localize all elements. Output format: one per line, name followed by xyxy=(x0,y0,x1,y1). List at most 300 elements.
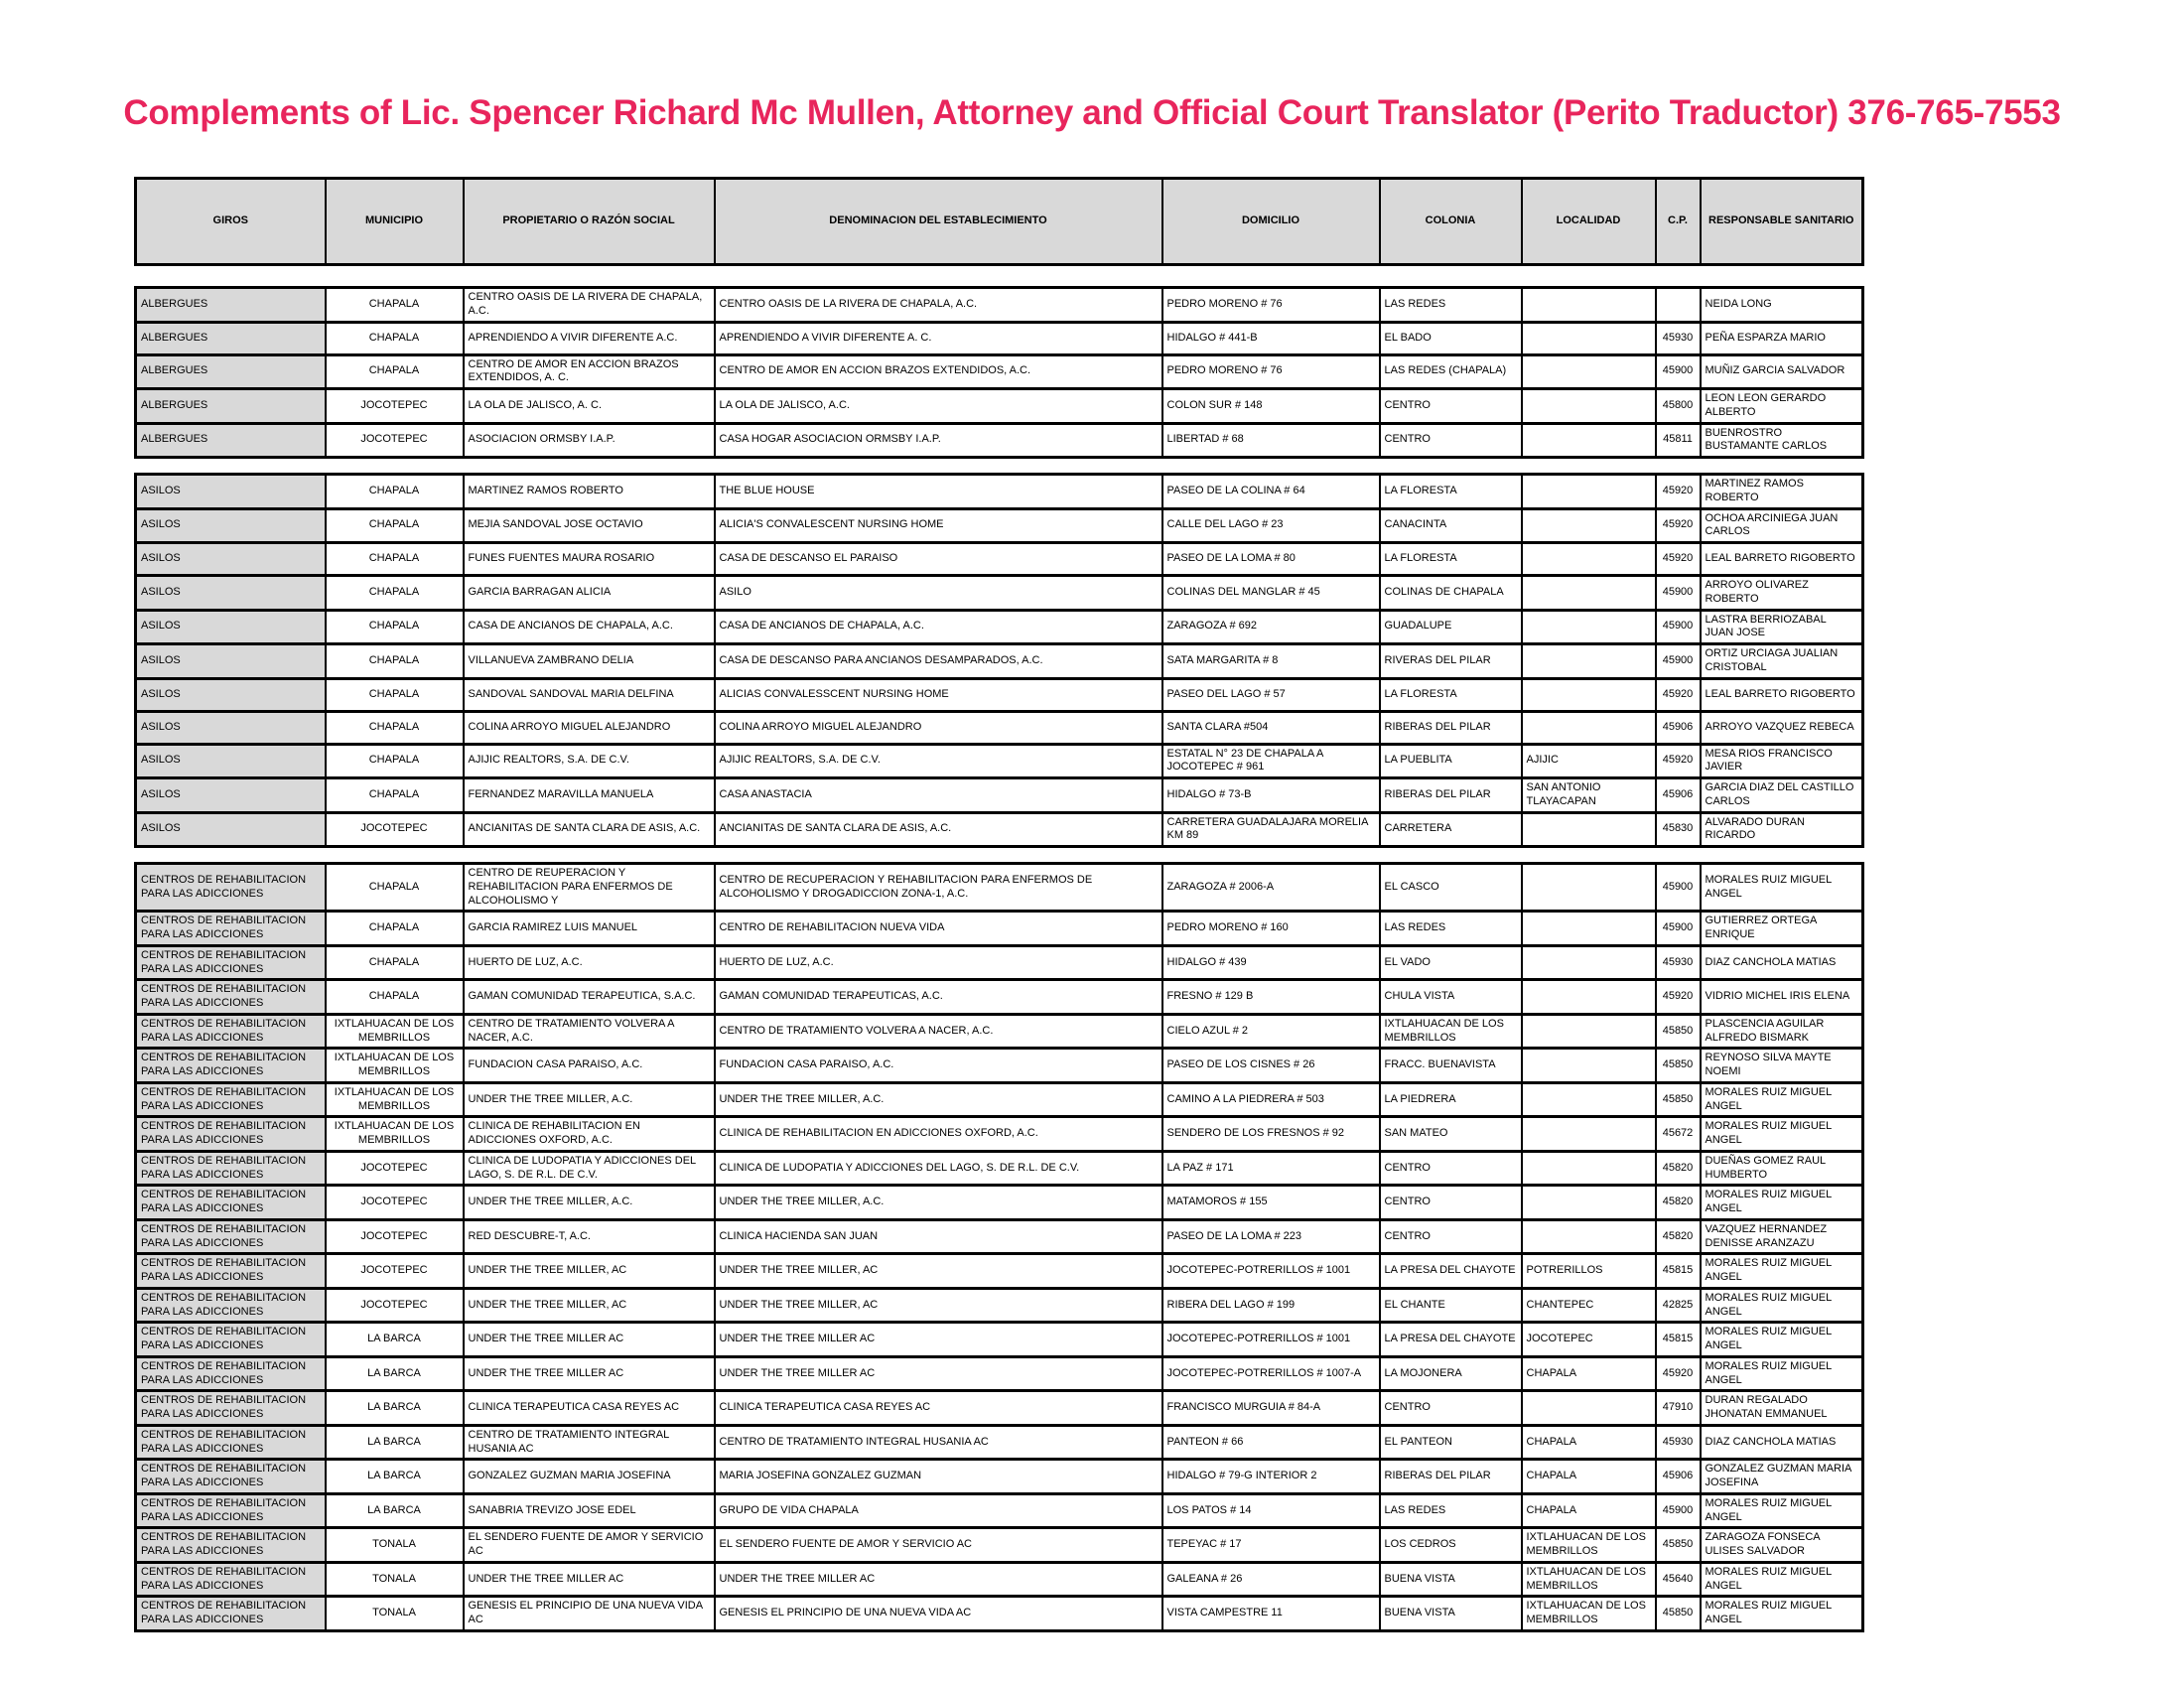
cell-municipio: CHAPALA xyxy=(326,610,464,644)
section-gap xyxy=(134,459,1861,473)
cell-giro: ALBERGUES xyxy=(136,288,326,323)
cell-propietario: CENTRO DE REUPERACION Y REHABILITACION PARA ENFERMOS DE ALCOHOLISMO Y xyxy=(464,864,715,912)
cell-responsable: VAZQUEZ HERNANDEZ DENISSE ARANZAZU xyxy=(1701,1219,1863,1254)
cell-cp: 45850 xyxy=(1656,1528,1701,1563)
table-row xyxy=(136,1117,1863,1152)
cell-giro: CENTROS DE REHABILITACION PARA LAS ADICCIONES xyxy=(136,1391,326,1426)
cell-municipio: TONALA xyxy=(326,1528,464,1563)
cell-propietario: CLINICA DE REHABILITACION EN ADICCIONES OXFORD, A.C. xyxy=(464,1117,715,1152)
cell-localidad: IXTLAHUACAN DE LOS MEMBRILLOS xyxy=(1522,1562,1656,1597)
table-row xyxy=(136,543,1863,576)
cell-domicilio: JOCOTEPEC-POTRERILLOS # 1007-A xyxy=(1162,1356,1380,1391)
cell-cp: 45850 xyxy=(1656,1082,1701,1117)
cell-propietario: FERNANDEZ MARAVILLA MANUELA xyxy=(464,778,715,813)
cell-domicilio: PASEO DE LOS CISNES # 26 xyxy=(1162,1049,1380,1083)
cell-propietario: UNDER THE TREE MILLER AC xyxy=(464,1356,715,1391)
cell-denominacion: UNDER THE TREE MILLER, AC xyxy=(715,1288,1162,1323)
table-row xyxy=(136,475,1863,509)
cell-responsable: GARCIA DIAZ DEL CASTILLO CARLOS xyxy=(1701,778,1863,813)
cell-colonia: LAS REDES xyxy=(1380,1493,1522,1528)
cell-municipio: CHAPALA xyxy=(326,354,464,389)
cell-municipio: IXTLAHUACAN DE LOS MEMBRILLOS xyxy=(326,1082,464,1117)
table-row xyxy=(136,1597,1863,1631)
cell-domicilio: JOCOTEPEC-POTRERILLOS # 1001 xyxy=(1162,1254,1380,1289)
cell-localidad xyxy=(1522,508,1656,543)
cell-propietario: CLINICA TERAPEUTICA CASA REYES AC xyxy=(464,1391,715,1426)
cell-localidad xyxy=(1522,1186,1656,1220)
cell-giro: CENTROS DE REHABILITACION PARA LAS ADICCIONES xyxy=(136,1356,326,1391)
table-row xyxy=(136,423,1863,458)
cell-municipio: IXTLAHUACAN DE LOS MEMBRILLOS xyxy=(326,1014,464,1049)
cell-localidad xyxy=(1522,1391,1656,1426)
cell-responsable: GONZALEZ GUZMAN MARIA JOSEFINA xyxy=(1701,1460,1863,1494)
table-row xyxy=(136,1288,1863,1323)
cell-localidad xyxy=(1522,354,1656,389)
cell-responsable: PEÑA ESPARZA MARIO xyxy=(1701,322,1863,354)
cell-municipio: TONALA xyxy=(326,1597,464,1631)
table-row xyxy=(136,389,1863,424)
cell-municipio: LA BARCA xyxy=(326,1323,464,1357)
cell-denominacion: CASA HOGAR ASOCIACION ORMSBY I.A.P. xyxy=(715,423,1162,458)
table-row xyxy=(136,610,1863,644)
cell-giro: CENTROS DE REHABILITACION PARA LAS ADICCIONES xyxy=(136,864,326,912)
cell-localidad xyxy=(1522,1117,1656,1152)
cell-localidad: CHAPALA xyxy=(1522,1356,1656,1391)
cell-cp: 45900 xyxy=(1656,1493,1701,1528)
section-gap xyxy=(134,848,1861,862)
cell-denominacion: CLINICA DE LUDOPATIA Y ADICCIONES DEL LAGO, S. DE R.L. DE C.V. xyxy=(715,1151,1162,1186)
cell-giro: CENTROS DE REHABILITACION PARA LAS ADICCIONES xyxy=(136,1493,326,1528)
cell-denominacion: CENTRO OASIS DE LA RIVERA DE CHAPALA, A.C. xyxy=(715,288,1162,323)
cell-propietario: CASA DE ANCIANOS DE CHAPALA, A.C. xyxy=(464,610,715,644)
cell-giro: CENTROS DE REHABILITACION PARA LAS ADICCIONES xyxy=(136,1460,326,1494)
table-row xyxy=(136,354,1863,389)
cell-colonia: LA PIEDRERA xyxy=(1380,1082,1522,1117)
cell-localidad: IXTLAHUACAN DE LOS MEMBRILLOS xyxy=(1522,1597,1656,1631)
cell-giro: CENTROS DE REHABILITACION PARA LAS ADICCIONES xyxy=(136,1425,326,1460)
table-row xyxy=(136,864,1863,912)
cell-domicilio: HIDALGO # 441-B xyxy=(1162,322,1380,354)
cell-propietario: UNDER THE TREE MILLER, AC xyxy=(464,1288,715,1323)
cell-municipio: CHAPALA xyxy=(326,912,464,946)
cell-domicilio: PASEO DE LA COLINA # 64 xyxy=(1162,475,1380,509)
column-header-colonia: COLONIA xyxy=(1380,179,1522,265)
column-header-giro: GIROS xyxy=(136,179,326,265)
cell-giro: CENTROS DE REHABILITACION PARA LAS ADICCIONES xyxy=(136,945,326,980)
cell-denominacion: UNDER THE TREE MILLER AC xyxy=(715,1562,1162,1597)
cell-municipio: CHAPALA xyxy=(326,744,464,778)
cell-propietario: UNDER THE TREE MILLER, A.C. xyxy=(464,1186,715,1220)
cell-propietario: SANDOVAL SANDOVAL MARIA DELFINA xyxy=(464,678,715,711)
cell-giro: ASILOS xyxy=(136,543,326,576)
cell-colonia: RIBERAS DEL PILAR xyxy=(1380,711,1522,744)
cell-domicilio: PEDRO MORENO # 160 xyxy=(1162,912,1380,946)
cell-cp: 45820 xyxy=(1656,1219,1701,1254)
cell-domicilio: COLINAS DEL MANGLAR # 45 xyxy=(1162,576,1380,611)
cell-colonia: LA FLORESTA xyxy=(1380,678,1522,711)
cell-domicilio: ZARAGOZA # 2006-A xyxy=(1162,864,1380,912)
cell-propietario: CENTRO DE TRATAMIENTO VOLVERA A NACER, A.C. xyxy=(464,1014,715,1049)
cell-denominacion: CASA DE DESCANSO EL PARAISO xyxy=(715,543,1162,576)
cell-propietario: GAMAN COMUNIDAD TERAPEUTICA, S.A.C. xyxy=(464,980,715,1015)
cell-colonia: GUADALUPE xyxy=(1380,610,1522,644)
header-gap xyxy=(134,266,1861,286)
table-row xyxy=(136,508,1863,543)
cell-localidad xyxy=(1522,1049,1656,1083)
cell-denominacion: CASA DE DESCANSO PARA ANCIANOS DESAMPARADOS, A.C. xyxy=(715,644,1162,679)
cell-responsable: MARTINEZ RAMOS ROBERTO xyxy=(1701,475,1863,509)
cell-giro: ASILOS xyxy=(136,778,326,813)
cell-municipio: JOCOTEPEC xyxy=(326,1288,464,1323)
cell-denominacion: ALICIA'S CONVALESCENT NURSING HOME xyxy=(715,508,1162,543)
cell-denominacion: HUERTO DE LUZ, A.C. xyxy=(715,945,1162,980)
cell-denominacion: LA OLA DE JALISCO, A.C. xyxy=(715,389,1162,424)
cell-cp: 45811 xyxy=(1656,423,1701,458)
cell-municipio: LA BARCA xyxy=(326,1493,464,1528)
cell-denominacion: MARIA JOSEFINA GONZALEZ GUZMAN xyxy=(715,1460,1162,1494)
cell-denominacion: UNDER THE TREE MILLER AC xyxy=(715,1323,1162,1357)
cell-responsable: LASTRA BERRIOZABAL JUAN JOSE xyxy=(1701,610,1863,644)
cell-colonia: SAN MATEO xyxy=(1380,1117,1522,1152)
column-header-municipio: MUNICIPIO xyxy=(326,179,464,265)
section-table-albergues xyxy=(134,286,1864,459)
cell-domicilio: SANTA CLARA #504 xyxy=(1162,711,1380,744)
cell-responsable: MORALES RUIZ MIGUEL ANGEL xyxy=(1701,1254,1863,1289)
cell-cp: 45900 xyxy=(1656,864,1701,912)
cell-cp: 45820 xyxy=(1656,1151,1701,1186)
cell-responsable: MORALES RUIZ MIGUEL ANGEL xyxy=(1701,1117,1863,1152)
cell-giro: CENTROS DE REHABILITACION PARA LAS ADICCIONES xyxy=(136,1014,326,1049)
cell-responsable: OCHOA ARCINIEGA JUAN CARLOS xyxy=(1701,508,1863,543)
cell-localidad: IXTLAHUACAN DE LOS MEMBRILLOS xyxy=(1522,1528,1656,1563)
cell-colonia: CARRETERA xyxy=(1380,812,1522,847)
cell-localidad: AJIJIC xyxy=(1522,744,1656,778)
cell-colonia: EL PANTEON xyxy=(1380,1425,1522,1460)
cell-colonia: COLINAS DE CHAPALA xyxy=(1380,576,1522,611)
cell-domicilio: FRANCISCO MURGUIA # 84-A xyxy=(1162,1391,1380,1426)
cell-municipio: CHAPALA xyxy=(326,543,464,576)
cell-cp: 45900 xyxy=(1656,576,1701,611)
cell-colonia: RIVERAS DEL PILAR xyxy=(1380,644,1522,679)
header-row xyxy=(136,179,1863,265)
cell-municipio: LA BARCA xyxy=(326,1391,464,1426)
cell-domicilio: HIDALGO # 79-G INTERIOR 2 xyxy=(1162,1460,1380,1494)
cell-colonia: CANACINTA xyxy=(1380,508,1522,543)
table-row xyxy=(136,812,1863,847)
cell-domicilio: TEPEYAC # 17 xyxy=(1162,1528,1380,1563)
cell-denominacion: CENTRO DE AMOR EN ACCION BRAZOS EXTENDIDOS, A.C. xyxy=(715,354,1162,389)
cell-municipio: CHAPALA xyxy=(326,288,464,323)
cell-denominacion: THE BLUE HOUSE xyxy=(715,475,1162,509)
cell-propietario: LA OLA DE JALISCO, A. C. xyxy=(464,389,715,424)
section-table-centros-de-rehabilitacion-para-las-adicc xyxy=(134,862,1864,1632)
cell-responsable: ARROYO OLIVAREZ ROBERTO xyxy=(1701,576,1863,611)
cell-cp: 45850 xyxy=(1656,1014,1701,1049)
cell-propietario: EL SENDERO FUENTE DE AMOR Y SERVICIO AC xyxy=(464,1528,715,1563)
cell-denominacion: GRUPO DE VIDA CHAPALA xyxy=(715,1493,1162,1528)
cell-denominacion: COLINA ARROYO MIGUEL ALEJANDRO xyxy=(715,711,1162,744)
cell-domicilio: SATA MARGARITA # 8 xyxy=(1162,644,1380,679)
cell-colonia: EL VADO xyxy=(1380,945,1522,980)
cell-domicilio: PEDRO MORENO # 76 xyxy=(1162,288,1380,323)
cell-propietario: UNDER THE TREE MILLER AC xyxy=(464,1323,715,1357)
cell-responsable: MUÑIZ GARCIA SALVADOR xyxy=(1701,354,1863,389)
cell-municipio: JOCOTEPEC xyxy=(326,1151,464,1186)
cell-denominacion: UNDER THE TREE MILLER, A.C. xyxy=(715,1082,1162,1117)
cell-localidad: CHAPALA xyxy=(1522,1460,1656,1494)
cell-localidad xyxy=(1522,610,1656,644)
cell-denominacion: UNDER THE TREE MILLER, A.C. xyxy=(715,1186,1162,1220)
cell-cp: 45920 xyxy=(1656,678,1701,711)
column-header-denominacion: DENOMINACION DEL ESTABLECIMIENTO xyxy=(715,179,1162,265)
cell-responsable: MORALES RUIZ MIGUEL ANGEL xyxy=(1701,1186,1863,1220)
cell-colonia: CENTRO xyxy=(1380,423,1522,458)
cell-domicilio: JOCOTEPEC-POTRERILLOS # 1001 xyxy=(1162,1323,1380,1357)
cell-responsable: MORALES RUIZ MIGUEL ANGEL xyxy=(1701,1082,1863,1117)
cell-colonia: LA MOJONERA xyxy=(1380,1356,1522,1391)
cell-propietario: CENTRO DE AMOR EN ACCION BRAZOS EXTENDIDOS, A. C. xyxy=(464,354,715,389)
cell-cp: 45900 xyxy=(1656,912,1701,946)
table-row xyxy=(136,1254,1863,1289)
page-title: Complements of Lic. Spencer Richard Mc Mullen, Attorney and Official Court Translator (Perito Traductor) 376-765-7553 xyxy=(123,93,2061,132)
table-row xyxy=(136,644,1863,679)
cell-responsable: MORALES RUIZ MIGUEL ANGEL xyxy=(1701,1493,1863,1528)
cell-responsable: ORTIZ URCIAGA JUALIAN CRISTOBAL xyxy=(1701,644,1863,679)
cell-propietario: CENTRO OASIS DE LA RIVERA DE CHAPALA, A.C. xyxy=(464,288,715,323)
cell-denominacion: FUNDACION CASA PARAISO, A.C. xyxy=(715,1049,1162,1083)
cell-colonia: EL CHANTE xyxy=(1380,1288,1522,1323)
cell-localidad xyxy=(1522,423,1656,458)
cell-municipio: CHAPALA xyxy=(326,778,464,813)
cell-cp xyxy=(1656,288,1701,323)
cell-domicilio: CAMINO A LA PIEDRERA # 503 xyxy=(1162,1082,1380,1117)
cell-domicilio: HIDALGO # 439 xyxy=(1162,945,1380,980)
cell-propietario: UNDER THE TREE MILLER, A.C. xyxy=(464,1082,715,1117)
table-row xyxy=(136,1528,1863,1563)
cell-domicilio: MATAMOROS # 155 xyxy=(1162,1186,1380,1220)
cell-localidad xyxy=(1522,1014,1656,1049)
cell-cp: 45920 xyxy=(1656,508,1701,543)
cell-giro: ASILOS xyxy=(136,610,326,644)
table-row xyxy=(136,1460,1863,1494)
cell-giro: CENTROS DE REHABILITACION PARA LAS ADICCIONES xyxy=(136,1254,326,1289)
cell-municipio: CHAPALA xyxy=(326,322,464,354)
cell-giro: ASILOS xyxy=(136,576,326,611)
cell-domicilio: CARRETERA GUADALAJARA MORELIA KM 89 xyxy=(1162,812,1380,847)
cell-giro: CENTROS DE REHABILITACION PARA LAS ADICCIONES xyxy=(136,1323,326,1357)
cell-denominacion: APRENDIENDO A VIVIR DIFERENTE A. C. xyxy=(715,322,1162,354)
column-header-localidad: LOCALIDAD xyxy=(1522,179,1656,265)
cell-domicilio: ESTATAL N° 23 DE CHAPALA A JOCOTEPEC # 961 xyxy=(1162,744,1380,778)
table-header xyxy=(134,177,1864,266)
cell-propietario: FUNES FUENTES MAURA ROSARIO xyxy=(464,543,715,576)
cell-propietario: FUNDACION CASA PARAISO, A.C. xyxy=(464,1049,715,1083)
cell-domicilio: LA PAZ # 171 xyxy=(1162,1151,1380,1186)
cell-giro: CENTROS DE REHABILITACION PARA LAS ADICCIONES xyxy=(136,1049,326,1083)
cell-propietario: APRENDIENDO A VIVIR DIFERENTE A.C. xyxy=(464,322,715,354)
cell-responsable: LEAL BARRETO RIGOBERTO xyxy=(1701,543,1863,576)
cell-denominacion: CLINICA TERAPEUTICA CASA REYES AC xyxy=(715,1391,1162,1426)
cell-cp: 45906 xyxy=(1656,778,1701,813)
cell-giro: ASILOS xyxy=(136,812,326,847)
cell-localidad: CHANTEPEC xyxy=(1522,1288,1656,1323)
cell-colonia: CENTRO xyxy=(1380,1186,1522,1220)
cell-giro: CENTROS DE REHABILITACION PARA LAS ADICCIONES xyxy=(136,1562,326,1597)
cell-denominacion: ANCIANITAS DE SANTA CLARA DE ASIS, A.C. xyxy=(715,812,1162,847)
cell-giro: CENTROS DE REHABILITACION PARA LAS ADICCIONES xyxy=(136,1288,326,1323)
cell-responsable: MORALES RUIZ MIGUEL ANGEL xyxy=(1701,1562,1863,1597)
cell-localidad: CHAPALA xyxy=(1522,1493,1656,1528)
cell-localidad xyxy=(1522,678,1656,711)
cell-colonia: CENTRO xyxy=(1380,389,1522,424)
table-row xyxy=(136,1014,1863,1049)
cell-giro: ASILOS xyxy=(136,744,326,778)
table-row xyxy=(136,1151,1863,1186)
cell-localidad xyxy=(1522,543,1656,576)
cell-denominacion: CENTRO DE TRATAMIENTO VOLVERA A NACER, A.C. xyxy=(715,1014,1162,1049)
table-row xyxy=(136,945,1863,980)
table-row xyxy=(136,1323,1863,1357)
cell-denominacion: UNDER THE TREE MILLER, AC xyxy=(715,1254,1162,1289)
cell-municipio: CHAPALA xyxy=(326,475,464,509)
cell-propietario: AJIJIC REALTORS, S.A. DE C.V. xyxy=(464,744,715,778)
cell-municipio: JOCOTEPEC xyxy=(326,389,464,424)
cell-denominacion: EL SENDERO FUENTE DE AMOR Y SERVICIO AC xyxy=(715,1528,1162,1563)
cell-localidad: CHAPALA xyxy=(1522,1425,1656,1460)
table-row xyxy=(136,711,1863,744)
cell-localidad xyxy=(1522,864,1656,912)
cell-denominacion: CLINICA HACIENDA SAN JUAN xyxy=(715,1219,1162,1254)
cell-propietario: VILLANUEVA ZAMBRANO DELIA xyxy=(464,644,715,679)
cell-localidad xyxy=(1522,980,1656,1015)
cell-domicilio: PASEO DEL LAGO # 57 xyxy=(1162,678,1380,711)
cell-propietario: UNDER THE TREE MILLER, AC xyxy=(464,1254,715,1289)
cell-municipio: CHAPALA xyxy=(326,644,464,679)
cell-cp: 45800 xyxy=(1656,389,1701,424)
cell-responsable: DIAZ CANCHOLA MATIAS xyxy=(1701,1425,1863,1460)
cell-cp: 45830 xyxy=(1656,812,1701,847)
cell-municipio: JOCOTEPEC xyxy=(326,1219,464,1254)
cell-giro: CENTROS DE REHABILITACION PARA LAS ADICCIONES xyxy=(136,1117,326,1152)
cell-cp: 45850 xyxy=(1656,1597,1701,1631)
cell-localidad xyxy=(1522,576,1656,611)
table-row xyxy=(136,322,1863,354)
cell-giro: CENTROS DE REHABILITACION PARA LAS ADICCIONES xyxy=(136,1082,326,1117)
cell-colonia: LA PRESA DEL CHAYOTE xyxy=(1380,1254,1522,1289)
cell-cp: 45920 xyxy=(1656,744,1701,778)
cell-domicilio: RIBERA DEL LAGO # 199 xyxy=(1162,1288,1380,1323)
cell-propietario: GENESIS EL PRINCIPIO DE UNA NUEVA VIDA AC xyxy=(464,1597,715,1631)
table-row xyxy=(136,1186,1863,1220)
cell-denominacion: AJIJIC REALTORS, S.A. DE C.V. xyxy=(715,744,1162,778)
cell-giro: CENTROS DE REHABILITACION PARA LAS ADICCIONES xyxy=(136,1186,326,1220)
column-header-cp: C.P. xyxy=(1656,179,1701,265)
cell-giro: CENTROS DE REHABILITACION PARA LAS ADICCIONES xyxy=(136,980,326,1015)
cell-municipio: JOCOTEPEC xyxy=(326,423,464,458)
table-row xyxy=(136,1356,1863,1391)
cell-responsable: ARROYO VAZQUEZ REBECA xyxy=(1701,711,1863,744)
cell-cp: 45850 xyxy=(1656,1049,1701,1083)
cell-cp: 45815 xyxy=(1656,1254,1701,1289)
cell-colonia: FRACC. BUENAVISTA xyxy=(1380,1049,1522,1083)
cell-giro: ALBERGUES xyxy=(136,389,326,424)
cell-denominacion: ASILO xyxy=(715,576,1162,611)
cell-localidad xyxy=(1522,1082,1656,1117)
column-header-domicilio: DOMICILIO xyxy=(1162,179,1380,265)
cell-colonia: LAS REDES xyxy=(1380,288,1522,323)
cell-cp: 45920 xyxy=(1656,1356,1701,1391)
cell-responsable: PLASCENCIA AGUILAR ALFREDO BISMARK xyxy=(1701,1014,1863,1049)
cell-giro: ALBERGUES xyxy=(136,322,326,354)
cell-responsable: MORALES RUIZ MIGUEL ANGEL xyxy=(1701,1356,1863,1391)
cell-responsable: REYNOSO SILVA MAYTE NOEMI xyxy=(1701,1049,1863,1083)
cell-propietario: MEJIA SANDOVAL JOSE OCTAVIO xyxy=(464,508,715,543)
cell-responsable: DURAN REGALADO JHONATAN EMMANUEL xyxy=(1701,1391,1863,1426)
cell-municipio: IXTLAHUACAN DE LOS MEMBRILLOS xyxy=(326,1117,464,1152)
cell-colonia: CENTRO xyxy=(1380,1391,1522,1426)
cell-responsable: VIDRIO MICHEL IRIS ELENA xyxy=(1701,980,1863,1015)
cell-municipio: JOCOTEPEC xyxy=(326,1186,464,1220)
cell-denominacion: GENESIS EL PRINCIPIO DE UNA NUEVA VIDA AC xyxy=(715,1597,1162,1631)
table-row xyxy=(136,980,1863,1015)
cell-localidad: SAN ANTONIO TLAYACAPAN xyxy=(1522,778,1656,813)
cell-denominacion: CASA DE ANCIANOS DE CHAPALA, A.C. xyxy=(715,610,1162,644)
cell-responsable: MESA RIOS FRANCISCO JAVIER xyxy=(1701,744,1863,778)
cell-responsable: BUENROSTRO BUSTAMANTE CARLOS xyxy=(1701,423,1863,458)
cell-domicilio: VISTA CAMPESTRE 11 xyxy=(1162,1597,1380,1631)
cell-municipio: TONALA xyxy=(326,1562,464,1597)
cell-propietario: COLINA ARROYO MIGUEL ALEJANDRO xyxy=(464,711,715,744)
table-row xyxy=(136,912,1863,946)
cell-domicilio: PASEO DE LA LOMA # 80 xyxy=(1162,543,1380,576)
cell-giro: CENTROS DE REHABILITACION PARA LAS ADICCIONES xyxy=(136,912,326,946)
cell-domicilio: PANTEON # 66 xyxy=(1162,1425,1380,1460)
table-row xyxy=(136,1049,1863,1083)
cell-cp: 45640 xyxy=(1656,1562,1701,1597)
cell-giro: ALBERGUES xyxy=(136,354,326,389)
cell-municipio: LA BARCA xyxy=(326,1460,464,1494)
cell-propietario: SANABRIA TREVIZO JOSE EDEL xyxy=(464,1493,715,1528)
cell-cp: 45900 xyxy=(1656,610,1701,644)
cell-cp: 45930 xyxy=(1656,945,1701,980)
cell-domicilio: PASEO DE LA LOMA # 223 xyxy=(1162,1219,1380,1254)
cell-colonia: EL CASCO xyxy=(1380,864,1522,912)
cell-colonia: LA PRESA DEL CHAYOTE xyxy=(1380,1323,1522,1357)
cell-cp: 45920 xyxy=(1656,475,1701,509)
cell-propietario: CLINICA DE LUDOPATIA Y ADICCIONES DEL LAGO, S. DE R.L. DE C.V. xyxy=(464,1151,715,1186)
cell-colonia: BUENA VISTA xyxy=(1380,1562,1522,1597)
cell-localidad xyxy=(1522,812,1656,847)
cell-municipio: CHAPALA xyxy=(326,945,464,980)
cell-cp: 45672 xyxy=(1656,1117,1701,1152)
table-row xyxy=(136,1425,1863,1460)
cell-municipio: CHAPALA xyxy=(326,678,464,711)
cell-responsable: LEON LEON GERARDO ALBERTO xyxy=(1701,389,1863,424)
cell-cp: 45900 xyxy=(1656,354,1701,389)
cell-cp: 45930 xyxy=(1656,322,1701,354)
cell-cp: 45906 xyxy=(1656,711,1701,744)
cell-propietario: GARCIA BARRAGAN ALICIA xyxy=(464,576,715,611)
cell-propietario: GONZALEZ GUZMAN MARIA JOSEFINA xyxy=(464,1460,715,1494)
cell-giro: ASILOS xyxy=(136,678,326,711)
cell-responsable: ALVARADO DURAN RICARDO xyxy=(1701,812,1863,847)
cell-propietario: RED DESCUBRE-T, A.C. xyxy=(464,1219,715,1254)
section-table-asilos xyxy=(134,473,1864,848)
cell-municipio: CHAPALA xyxy=(326,508,464,543)
cell-colonia: RIBERAS DEL PILAR xyxy=(1380,778,1522,813)
cell-cp: 45920 xyxy=(1656,980,1701,1015)
cell-denominacion: CLINICA DE REHABILITACION EN ADICCIONES OXFORD, A.C. xyxy=(715,1117,1162,1152)
